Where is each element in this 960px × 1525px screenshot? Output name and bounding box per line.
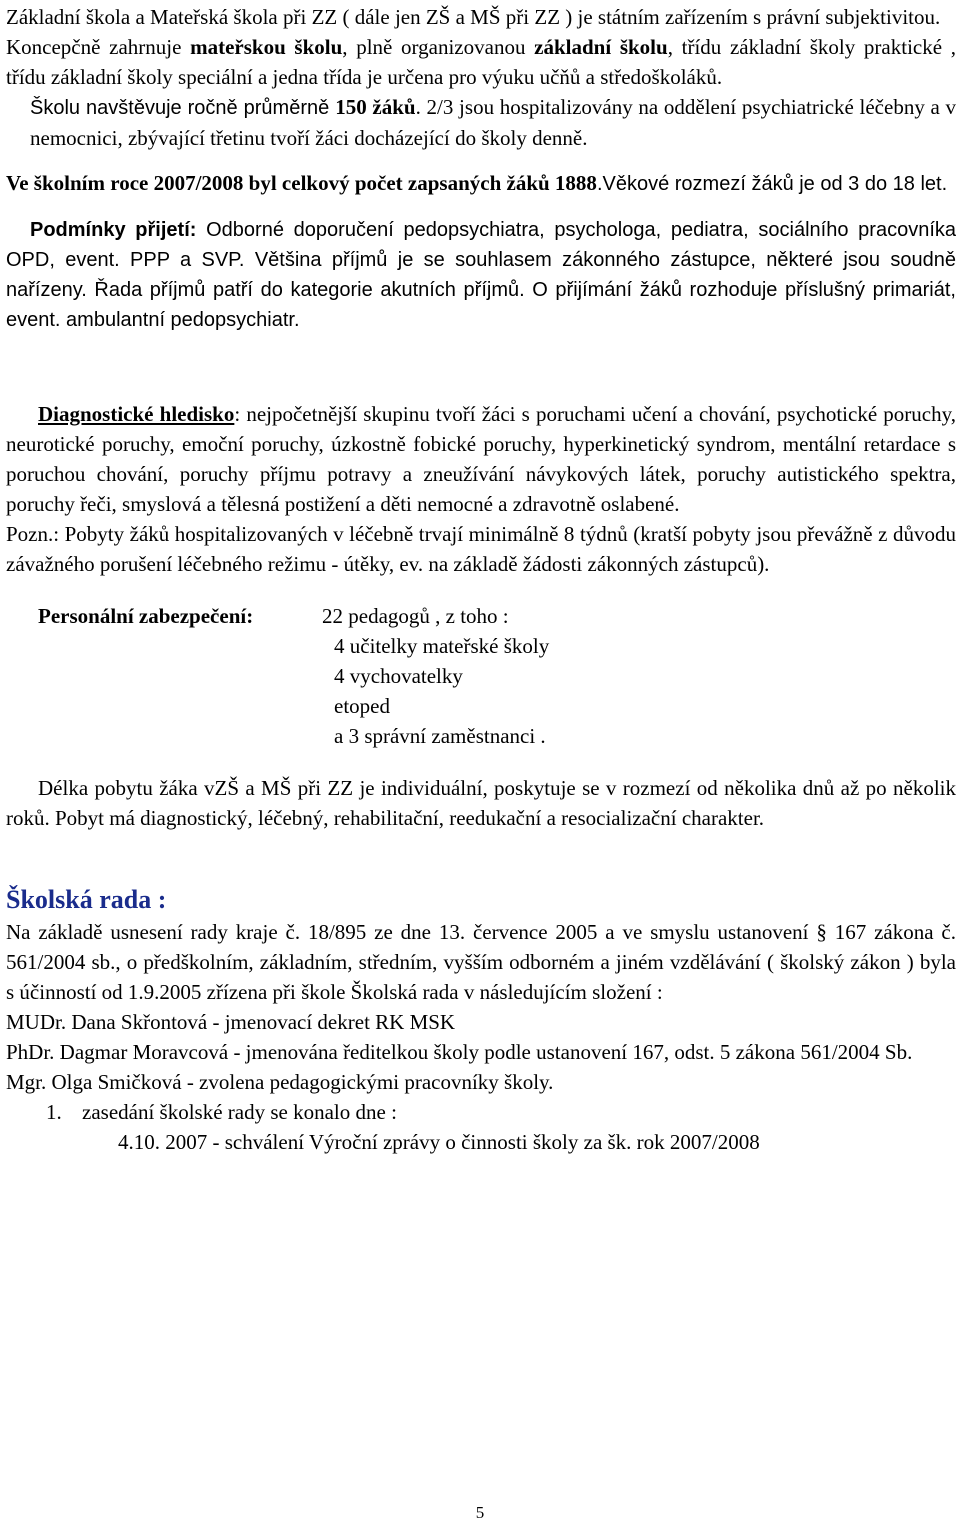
concept-basic-school: základní školu [534,35,668,59]
diagnostic-paragraph [6,399,956,519]
meeting-list-item [6,1097,956,1127]
council-heading: Školská rada : [6,885,167,914]
enrollment-paragraph [6,168,956,199]
attendance-paragraph [6,92,956,154]
staff-item: a 3 správní zaměstnanci . [334,724,546,748]
concept-text-e: , třídu základní školy praktické , třídu základní školy speciální a jedna třída je určena pro výuku učňů a středoškoláků. [6,35,956,89]
admission-label: Podmínky přijetí: [30,219,197,241]
concept-text-a: Koncepčně zahrnuje [6,35,191,59]
page-number: 5 [475,1503,485,1522]
council-member: Mgr. Olga Smičková - zvolena pedagogickými pracovníky školy. [6,1070,554,1094]
staff-item: 4 učitelky mateřské školy [334,634,550,658]
council-member: MUDr. Dana Skřontová - jmenovací dekret RK MSK [6,1010,456,1034]
staff-section [6,601,956,751]
staff-item: 22 pedagogů , z toho : [322,604,509,628]
concept-text-c: , plně organizovanou [342,35,535,59]
staff-list [322,601,549,751]
diagnostic-text: : nejpočetnější skupinu tvoří žáci s poruchami učení a chování, psychotické poruchy, neurotické poruchy, emoční poruchy, úzkostně fobické poruchy, hyperkinetický syndrom, mentální retardace s poruchou chování, poruchy příjmu potravy a zneužívání návykových látek, poruchy autistického spektra, poruchy řeči, smyslová a tělesná postižení a děti nemocné a zdravotně oslabené. [6,402,956,516]
staff-label: Personální zabezpečení: [38,604,254,628]
admission-text: Odborné doporučení pedopsychiatra, psychologa, pediatra, sociálního pracovníka OPD, event. PPP a SVP. Většina příjmů je se souhlasem zákonného zástupce, některé jsou soudně nařízeny. Řada příjmů patří do kategorie akutních příjmů. O přijímání žáků rozhoduje příslušný primariát, event. ambulantní pedopsychiatr. [6,219,956,331]
attendance-count: 150 žáků [335,95,416,119]
note-paragraph [6,519,956,579]
meeting-detail: 4.10. 2007 - schválení Výroční zprávy o činnosti školy za šk. rok 2007/2008 [118,1130,760,1154]
council-member: PhDr. Dagmar Moravcová - jmenována ředitelkou školy podle ustanovení 167, odst. 5 zákona 561/2004 Sb. [6,1040,913,1064]
enrollment-bold: Ve školním roce 2007/2008 byl celkový počet zapsaných žáků 1888 [6,171,597,195]
duration-paragraph [6,773,956,833]
note-text: : Pobyty žáků hospitalizovaných v léčebně trvají minimálně 8 týdnů (kratší pobyty jsou převážně z důvodu závažného porušení léčebného režimu - útěky, ev. na základě žádosti zákonných zástupců). [6,522,956,576]
intro-paragraph [6,2,956,32]
council-intro: Na základě usnesení rady kraje č. 18/895 ze dne 13. července 2005 a ve smyslu ustanovení § 167 zákona č. 561/2004 sb., o předškolním, základním, středním, vyšším odborném a jiném vzdělávání ( školský zákon ) byla s účinností od 1.9.2005 zřízena při škole Školská rada v následujícím složení : [6,920,956,1004]
concept-kindergarten: mateřskou školu [190,35,343,59]
meeting-text: zasedání školské rady se konalo dne : [82,1100,397,1124]
document-page [6,2,956,1157]
concept-paragraph [6,32,956,92]
meeting-number: 1. [46,1100,62,1124]
intro-line1: Základní škola a Mateřská škola při ZZ ( dále jen ZŠ a MŠ při ZZ ) je státním zařízením s právní subjektivitou. [6,5,941,29]
diagnostic-label: Diagnostické hledisko [38,402,235,426]
staff-item: 4 vychovatelky [334,664,463,688]
attendance-text-a: Školu navštěvuje ročně průměrně [30,97,336,119]
staff-item: etoped [334,694,390,718]
enrollment-rest: .Věkové rozmezí žáků je od 3 do 18 let. [596,173,948,195]
note-label: Pozn. [6,522,54,546]
duration-text: Délka pobytu žáka vZŠ a MŠ při ZZ je individuální, poskytuje se v rozmezí od několika dnů až po několik roků. Pobyt má diagnostický, léčebný, rehabilitační, reedukační a resocializační charakter. [6,776,956,830]
attendance-text-c: . 2/3 jsou hospitalizovány na oddělení psychiatrické léčebny a v nemocnici, zbývající třetinu tvoří žáci docházející do školy denně. [30,95,957,150]
admission-paragraph [6,215,956,335]
